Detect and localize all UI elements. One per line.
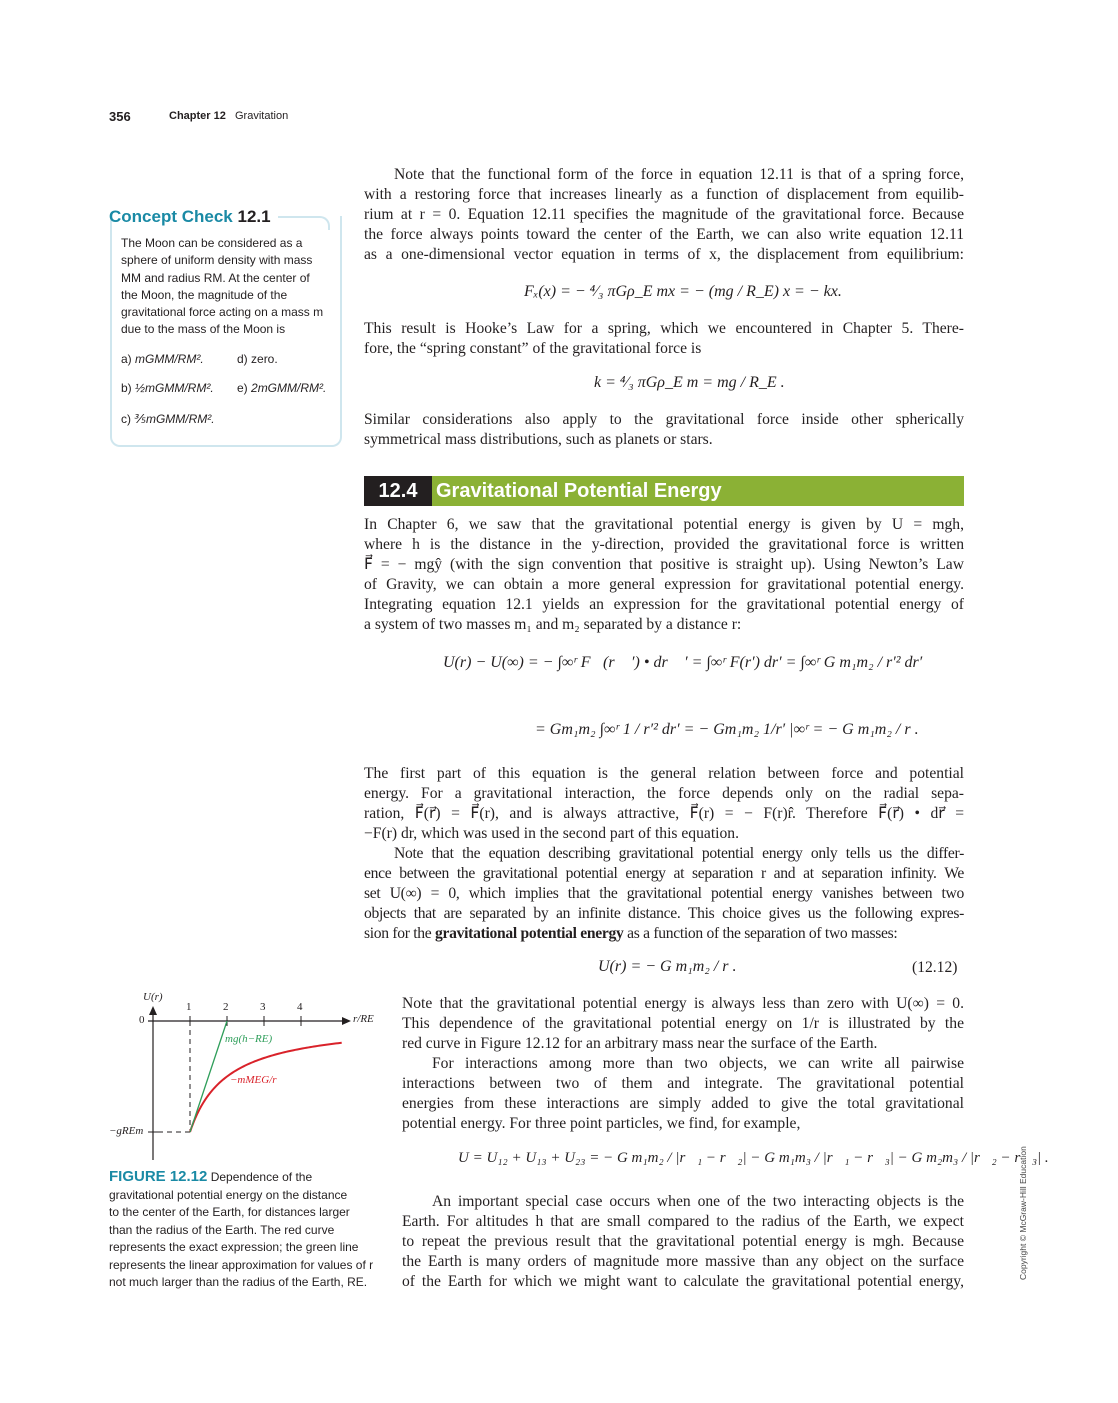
body-line: ence between the gravitational potential energy at separation r and at separation infinity. We (364, 865, 964, 882)
body-line: The first part of this equation is the general relation between force and potential (364, 765, 964, 782)
caption-line: represents the exact expression; the green line (109, 1240, 359, 1254)
body-line: F⃗ = − mgŷ (with the sign convention that positive is straight up). Using Newton’s Law (364, 556, 964, 573)
figure-label: FIGURE 12.12 (109, 1168, 208, 1185)
y-tick-min: −gREm (109, 1125, 144, 1137)
body-line: fore, the “spring constant” of the gravitational force is (364, 340, 702, 357)
section-number: 12.4 (364, 476, 432, 506)
legend-exact: −mMEG/r (230, 1074, 277, 1086)
equation-three-particles: U = U₁₂ + U₁₃ + U₂₃ = − G m₁m₂ / |r⃗₁ − r⃗₂| − G m₁m₃ / |r⃗₁ − r⃗₃| − G m₂m₃ / |r⃗₂ − r⃗₃| . (458, 1150, 1049, 1166)
equation-spring-force: Fₓ(x) = − ⁴⁄₃ πGρ_E mx = − (mg / R_E) x = − kx. (524, 283, 842, 300)
body-line: This result is Hooke’s Law for a spring, which we encountered in Chapter 5. There- (364, 320, 964, 337)
option-text: 2mGMM/RM². (251, 381, 327, 395)
page-number: 356 (109, 109, 131, 124)
body-line: Similar considerations also apply to the gravitational force inside other spherically (364, 411, 964, 428)
body-line: to repeat the previous result that the gravitational potential energy is mgh. Because (402, 1233, 964, 1250)
body-line: In Chapter 6, we saw that the gravitational potential energy is given by U = mgh, (364, 516, 964, 533)
body-line: Earth. For altitudes h that are small compared to the radius of the Earth, we expect (402, 1213, 964, 1230)
question-line: MM and radius RM. At the center of (121, 270, 310, 285)
concept-check-title: Concept Check (109, 207, 233, 226)
body-line: energies from these interactions are simply added to give the total gravitational (402, 1095, 964, 1112)
option-text: zero. (251, 352, 278, 366)
x-tick-label: 1 (186, 1001, 192, 1013)
body-line: rium at r = 0. Equation 12.11 specifies the magnitude of the gravitational force. Because (364, 206, 964, 223)
body-line: potential energy. For three point particles, we find, for example, (402, 1115, 801, 1132)
figure-caption (109, 1168, 379, 1292)
concept-check-question (121, 235, 323, 339)
y-axis-label: U(r) (143, 991, 163, 1003)
body-line (364, 924, 897, 944)
body-line: Note that the functional form of the force in equation 12.11 is that of a spring force, (394, 166, 964, 183)
equation-spring-constant: k = ⁴⁄₃ πGρ_E m = mg / R_E . (594, 374, 785, 391)
x-tick-label: 4 (297, 1001, 303, 1013)
concept-check-border (278, 216, 330, 230)
x-axis-arrow (342, 1017, 351, 1025)
option-label: e) (237, 381, 248, 395)
x-tick-label: 2 (223, 1001, 229, 1013)
text: sion for the (364, 925, 436, 942)
body-line: red curve in Figure 12.12 for an arbitrary mass near the surface of the Earth. (402, 1035, 878, 1052)
option-e[interactable] (237, 380, 326, 397)
body-line: ration, F⃗(r⃗) = F⃗(r), and is always attractive, F⃗(r) = − F(r)r̂. Therefore F⃗(r⃗) • dr⃗ = (364, 805, 964, 822)
caption-line: not much larger than the radius of the Earth, RE. (109, 1275, 368, 1289)
option-text: mGMM/RM². (135, 352, 204, 366)
caption-line (109, 1168, 379, 1187)
bold-term: gravitational potential energy (435, 925, 624, 942)
option-d[interactable] (237, 351, 278, 368)
y-axis-arrow (149, 1006, 157, 1015)
body-line: Integrating equation 12.1 yields an expression for the gravitational potential energy of (364, 596, 964, 613)
section-title: Gravitational Potential Energy (436, 480, 722, 502)
concept-check-heading (109, 207, 271, 227)
body-line: the force always points toward the center of the Earth, we can also write equation 12.11 (364, 226, 964, 243)
body-line: symmetrical mass distributions, such as planets or stars. (364, 431, 713, 448)
caption-text: Dependence of the (210, 1170, 313, 1184)
body-line: a system of two masses m₁ and m₂ separated by a distance r: (364, 616, 742, 633)
equation-number: (12.12) (912, 959, 958, 976)
section-banner (364, 476, 964, 506)
body-line: This dependence of the gravitational potential energy on 1/r is illustrated by the (402, 1015, 964, 1032)
caption-line: to the center of the Earth, for distances larger (109, 1205, 350, 1219)
x-axis-label: r/RE (353, 1013, 374, 1025)
body-line: Note that the equation describing gravitational potential energy only tells us the differ- (394, 845, 964, 862)
equation-potential-integral: U(r) − U(∞) = − ∫∞ʳ F⃗(r⃗ ′) • dr⃗ ′ = ∫∞ʳ F(r′) dr′ = ∫∞ʳ G m₁m₂ / r′² dr′ (443, 654, 923, 671)
y-tick-zero: 0 (139, 1014, 145, 1026)
body-line: with a restoring force that increases linearly as a function of displacement from equilib- (364, 186, 964, 203)
body-line: of Gravity, we can obtain a more general expression for gravitational potential energy. (364, 576, 964, 593)
option-b[interactable] (121, 380, 214, 397)
chapter-label: Chapter 12 (169, 110, 226, 122)
option-text: ½mGMM/RM². (135, 381, 214, 395)
option-a[interactable] (121, 351, 204, 368)
question-line: The Moon can be considered as a (121, 236, 303, 250)
body-line: where h is the distance in the y-direction, provided the gravitational force is written (364, 536, 964, 553)
body-line: of the Earth for which we might want to calculate the gravitational potential energy, (402, 1273, 964, 1290)
x-tick-label: 3 (260, 1001, 266, 1013)
copyright-notice: Copyright © McGraw-Hill Education (1018, 1146, 1028, 1280)
legend-linear: mg(h−RE) (225, 1033, 273, 1045)
question-line: due to the mass of the Moon is (121, 322, 286, 337)
body-line: as a one-dimensional vector equation in terms of x, the displacement from equilibrium: (364, 246, 964, 263)
question-line: sphere of uniform density with mass (121, 253, 313, 268)
option-label: b) (121, 381, 132, 395)
body-line: interactions between two of them and integrate. The gravitational potential (402, 1075, 964, 1092)
body-line: objects that are separated by an infinite distance. This choice gives us the following expres- (364, 905, 964, 922)
equation-12-12: U(r) = − G m₁m₂ / r . (598, 958, 737, 975)
option-c[interactable] (121, 411, 215, 428)
question-line: gravitational force acting on a mass m (121, 305, 324, 320)
text: as a function of the separation of two masses: (623, 925, 898, 942)
concept-check-number: 12.1 (237, 207, 271, 226)
body-line: the Earth is many orders of magnitude more massive than any object on the surface (402, 1253, 964, 1270)
body-line: energy. For a gravitational interaction, the force depends only on the radial sepa- (364, 785, 964, 802)
option-label: a) (121, 352, 132, 366)
option-text: ⅗mGMM/RM². (134, 412, 215, 426)
body-line: set U(∞) = 0, which implies that the gravitational potential energy vanishes between two (364, 885, 964, 902)
caption-line: gravitational potential energy on the distance (109, 1187, 348, 1202)
body-line: An important special case occurs when one of the two interacting objects is the (432, 1193, 964, 1210)
caption-line: than the radius of the Earth. The red curve (109, 1222, 335, 1237)
body-line: −F(r) dr, which was used in the second part of this equation. (364, 825, 739, 842)
body-line: Note that the gravitational potential energy is always less than zero with U(∞) = 0. (402, 995, 964, 1012)
exact-curve (190, 1043, 342, 1132)
question-line: the Moon, the magnitude of the (121, 287, 288, 302)
body-line: For interactions among more than two objects, we can write all pairwise (432, 1055, 964, 1072)
option-label: d) (237, 352, 248, 366)
equation-potential-result: = Gm₁m₂ ∫∞ʳ 1 / r′² dr′ = − Gm₁m₂ 1/r′ |∞ʳ = − G m₁m₂ / r . (535, 721, 919, 738)
linear-approximation-line (190, 1021, 227, 1132)
option-label: c) (121, 412, 131, 426)
caption-line: represents the linear approximation for values of r (109, 1257, 374, 1272)
chapter-title: Gravitation (235, 110, 289, 122)
